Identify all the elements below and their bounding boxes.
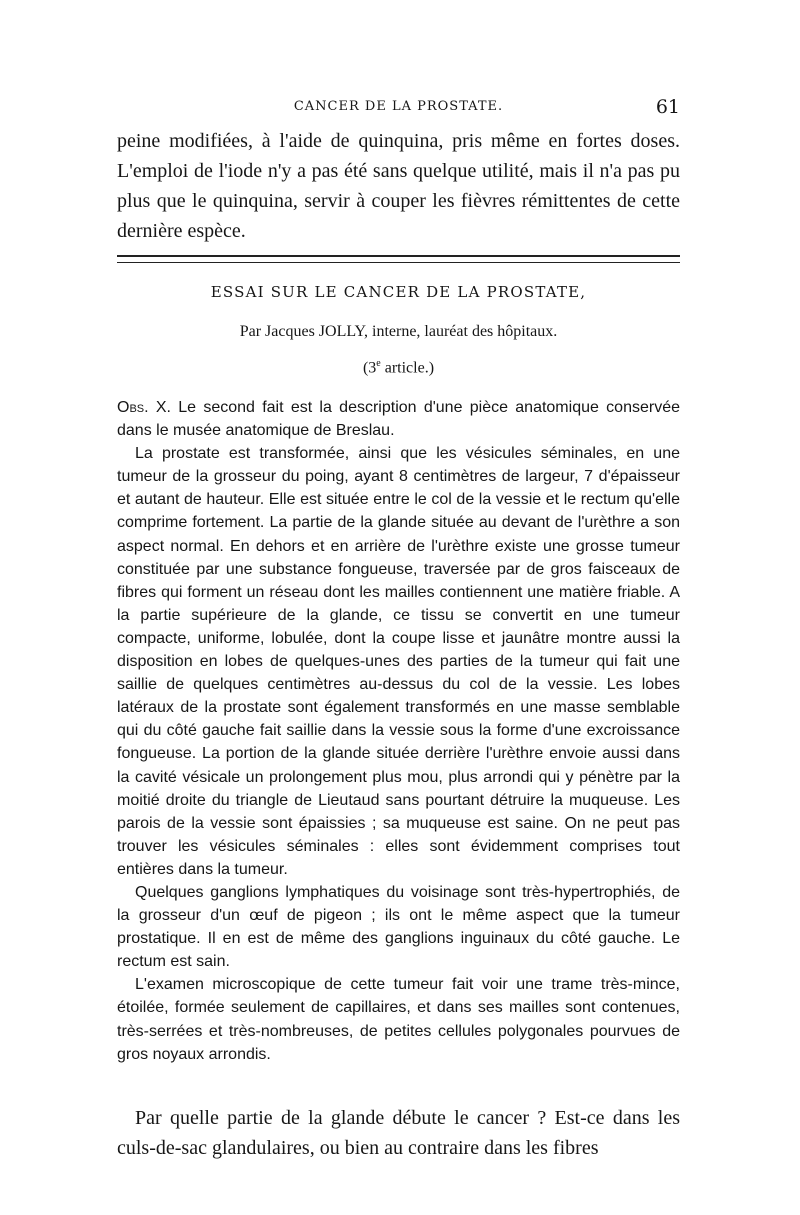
observation-text: Le second fait est la description d'une pièce anatomique conservée dans le musée anatomique de Breslau. bbox=[117, 399, 680, 440]
observation-block bbox=[117, 396, 680, 1066]
article-part-label bbox=[117, 358, 680, 377]
closing-paragraph: Par quelle partie de la glande débute le cancer ? Est-ce dans les culs-de-sac glandulaires, ou bien au contraire dans les fibres bbox=[117, 1107, 680, 1159]
observation-label: Obs. X. bbox=[117, 399, 171, 416]
part-close: article.) bbox=[380, 359, 435, 377]
part-open: (3 bbox=[362, 359, 377, 377]
article-byline: Par Jacques JOLLY, interne, lauréat des hôpitaux. bbox=[239, 323, 558, 340]
part-superscript: e bbox=[376, 358, 381, 369]
page-number: 61 bbox=[655, 96, 680, 118]
observation-paragraph: L'examen microscopique de cette tumeur fait voir une trame très-mince, étoilée, formée seulement de capillaires, et dans ses mailles sont contenues, très-serrées et très-nombreuses, de petites cellules polygonales pourvues de gros noyaux arrondis. bbox=[117, 976, 680, 1063]
section-divider bbox=[117, 255, 680, 263]
observation-paragraph: La prostate est transformée, ainsi que les vésicules séminales, en une tumeur de la grosseur du poing, ayant 8 centimètres de largeur, 7 d'épaisseur et autant de hauteur. Elle est située entre le col de la vessie et le rectum qu'elle comprime fortement. La partie de la glande située au devant de l'urèthre a son aspect normal. En dehors et en arrière de l'urèthre existe une grosse tumeur constituée par une substance fongueuse, traversée par de gros faisceaux de fibres qui forment un réseau dont les mailles contiennent une matière friable. A la partie supérieure de la glande, ce tissu se convertit en une tumeur compacte, uniforme, lobulée, dont la coupe lisse et jaunâtre montre aussi la disposition en lobes de quelques-unes des parties de la tumeur qui fait une saillie de quelques centimètres au-dessus du col de la vessie. Les lobes latéraux de la prostate sont également transformés en une masse semblable qui du côté gauche fait saillie dans la vessie sous la forme d'une excroissance fongueuse. La portion de la glande située derrière l'urèthre envoie aussi dans la cavité vésicale un prolongement plus mou, plus arrondi qui y pénètre par la moitié droite du triangle de Lieutaud sans pourtant détruire la muqueuse. Les parois de la vessie sont épaissies ; sa muqueuse est saine. On ne peut pas trouver les vésicules séminales : elles sont évidemment comprises tout entières dans la tumeur. bbox=[117, 445, 680, 878]
observation-paragraph: Quelques ganglions lymphatiques du voisinage sont très-hypertrophiés, de la grosseur d'un œuf de pigeon ; ils ont le même aspect que la tumeur prostatique. Il en est de même des ganglions inguinaux du côté gauche. Le rectum est sain. bbox=[117, 883, 680, 971]
running-head bbox=[117, 96, 680, 120]
previous-article-ending: peine modifiées, à l'aide de quinquina, pris même en fortes doses. L'emploi de l'iode n'y a pas été sans quelque utilité, mais il n'a pas pu plus que le quinquina, servir à couper les fièvres rémittentes de cette dernière espèce. bbox=[117, 130, 680, 242]
article-title: ESSAI SUR LE CANCER DE LA PROSTATE, bbox=[210, 283, 587, 301]
running-title: CANCER DE LA PROSTATE. bbox=[293, 99, 504, 114]
observation-paragraph bbox=[117, 396, 680, 442]
